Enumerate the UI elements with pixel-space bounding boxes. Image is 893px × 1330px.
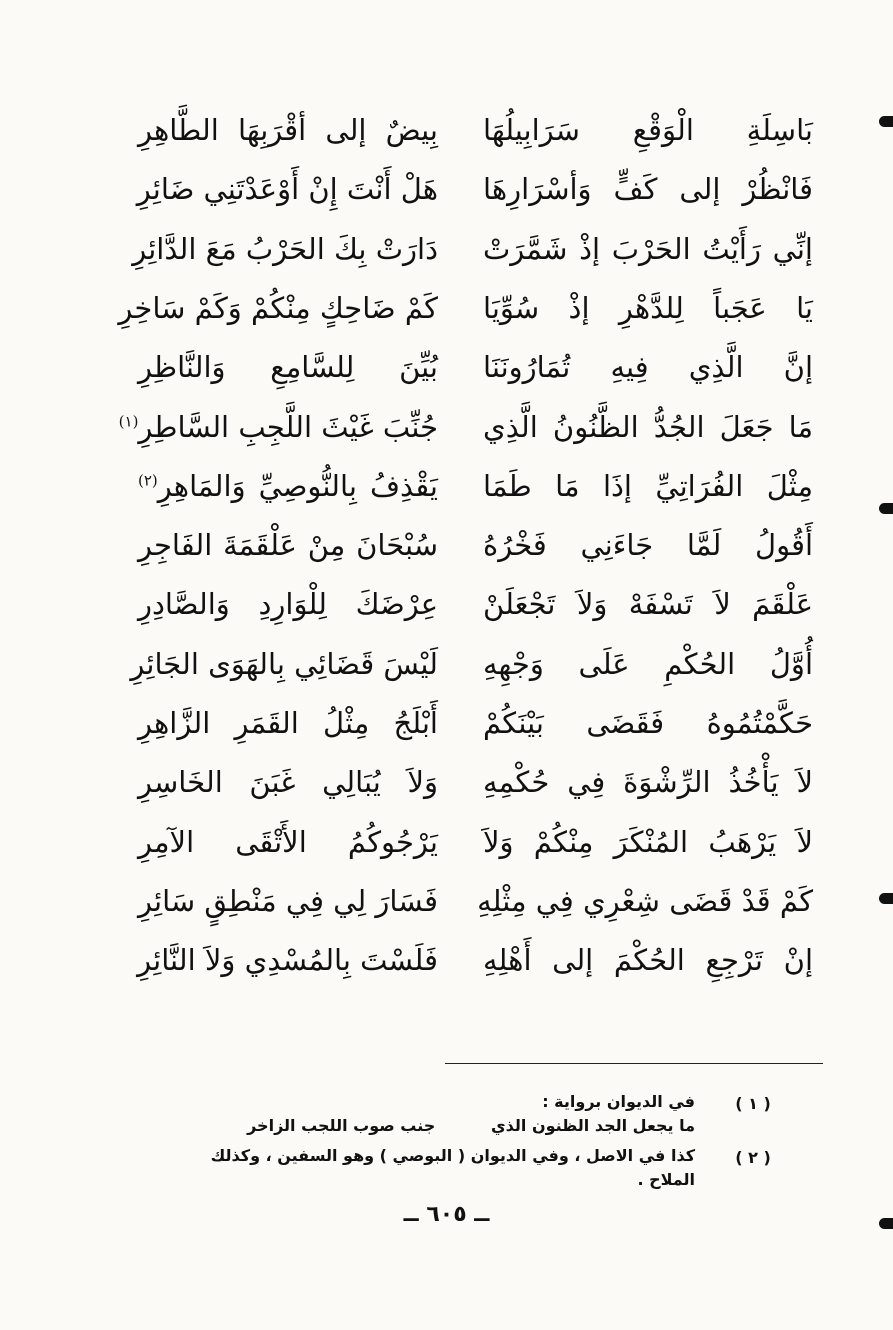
footnote-number-1: ( ١ ) [735,1094,771,1113]
verse-first-hemistich: إنْ تَرْجِعِ الحُكْمَ إلى أَهْلِهِ [483,943,813,977]
binding-mark [879,1218,893,1229]
verse-second-hemistich-text: يَقْذِفُ بِالنُّوصِيِّ وَالمَاهِرِ [157,469,438,503]
footnote-1-line-1: في الديوان برواية : [542,1092,695,1111]
verse-second-hemistich-text: سُبْحَانَ مِنْ عَلْقَمَةَ الفَاجِرِ [138,528,438,562]
verse-second-hemistich [138,822,438,862]
binding-mark [879,893,893,904]
verse-second-hemistich-text: لَيْسَ قَضَائِي بِالهَوَى الجَائِرِ [130,647,438,681]
verse-second-hemistich [138,110,438,150]
verse-first-hemistich: مِثْلَ الفُرَاتِيِّ إذَا مَا طَمَا [483,469,813,503]
verse-second-hemistich-text: أَبْلَجُ مِثْلُ القَمَرِ الزَّاهِرِ [138,706,438,740]
verse-first-hemistich: مَا جَعَلَ الجُدُّ الظَّنُونُ الَّذِي [483,410,813,444]
footnote-number-2: ( ٢ ) [735,1148,771,1167]
verse-first-hemistich: إنِّي رَأَيْتُ الحَرْبَ إذْ شَمَّرَتْ [483,232,813,266]
verse-second-hemistich [138,347,438,387]
verse-second-hemistich-text: يَرْجُوكُمُ الأَتْقَى الآمِرِ [138,825,438,859]
verse-second-hemistich [118,407,438,447]
footnote-reference: (٢) [138,471,158,490]
footnote-1-line-2: ما يجعل الجد الظنون الذي جنب صوب اللجب الزاخر [247,1116,695,1135]
verse-second-hemistich [138,881,438,921]
verse-second-hemistich [138,584,438,624]
verse-second-hemistich [138,703,438,743]
footnote-2-line-2: الملاح . [637,1170,695,1189]
footnote-divider [445,1063,823,1064]
verse-second-hemistich [138,940,438,980]
verse-first-hemistich: حَكَّمْتُمُوهُ فَقَضَى بَيْنَكُمْ [483,706,813,740]
verse-second-hemistich-text: جُنِّبَ غَيْثَ اللَّجِبِ السَّاطِرِ [138,410,438,444]
footnote-2-line-1: كذا في الاصل ، وفي الديوان ( البوصي ) وهو السفين ، وكذلك [210,1146,695,1165]
footnote-reference: (١) [118,412,139,431]
verse-first-hemistich: لاَ يَأْخُذُ الرِّشْوَةَ فِي حُكْمِهِ [483,765,813,799]
verse-first-hemistich: كَمْ قَدْ قَضَى شِعْرِي فِي مِثْلِهِ [477,884,813,918]
verse-second-hemistich-text: كَمْ ضَاحِكٍ مِنْكُمْ وَكَمْ سَاخِرِ [118,291,438,325]
verse-first-hemistich: عَلْقَمَ لاَ تَسْفَهْ وَلاَ تَجْعَلَنْ [483,587,813,621]
page-number: ــ ٦٠٥ ــ [403,1202,490,1227]
verse-first-hemistich: لاَ يَرْهَبُ المُنْكَرَ مِنْكُمْ وَلاَ [483,825,813,859]
verse-second-hemistich [118,288,438,328]
verse-second-hemistich-text: هَلْ أَنْتَ إِنْ أَوْعَدْتَنِي ضَائِرِ [136,172,438,206]
verse-first-hemistich: أَقُولُ لَمَّا جَاءَنِي فَخْرُهُ [483,528,813,562]
verse-second-hemistich-text: بُيِّنَ لِلسَّامِعِ وَالنَّاظِرِ [138,350,438,384]
verse-first-hemistich: أُوَّلُ الحُكْمِ عَلَى وَجْهِهِ [483,647,813,681]
verse-first-hemistich: بَاسِلَةِ الْوَقْعِ سَرَابِيلُهَا [483,113,813,147]
verse-first-hemistich: فَانْظُرْ إلى كَفٍّ وَأسْرَارِهَا [483,172,813,206]
verse-second-hemistich [130,644,438,684]
verse-second-hemistich [138,525,438,565]
verse-second-hemistich-text: عِرْضَكَ لِلْوَارِدِ وَالصَّادِرِ [138,587,438,621]
verse-second-hemistich-text: دَارَتْ بِكَ الحَرْبُ مَعَ الدَّائِرِ [132,232,438,266]
verse-second-hemistich [138,169,438,209]
verse-second-hemistich [132,229,438,269]
verse-second-hemistich-text: وَلاَ يُبَالِي غَبَنَ الخَاسِرِ [138,765,438,799]
binding-mark [879,503,893,514]
verse-second-hemistich-text: فَلَسْتَ بِالمُسْدِي وَلاَ النَّائِرِ [137,943,438,977]
verse-first-hemistich: يَا عَجَباً لِلدَّهْرِ إذْ سُوِّيَا [483,291,813,325]
verse-first-hemistich: إنَّ الَّذِي فِيهِ تُمَارُونَنَا [483,350,813,384]
verse-second-hemistich [138,466,438,506]
binding-mark [879,116,893,127]
verse-second-hemistich [138,762,438,802]
verse-second-hemistich-text: بِيضٌ إلى أقْرَبِهَا الطَّاهِرِ [138,113,438,147]
verse-second-hemistich-text: فَسَارَ لِي فِي مَنْطِقٍ سَائِرِ [138,884,438,918]
